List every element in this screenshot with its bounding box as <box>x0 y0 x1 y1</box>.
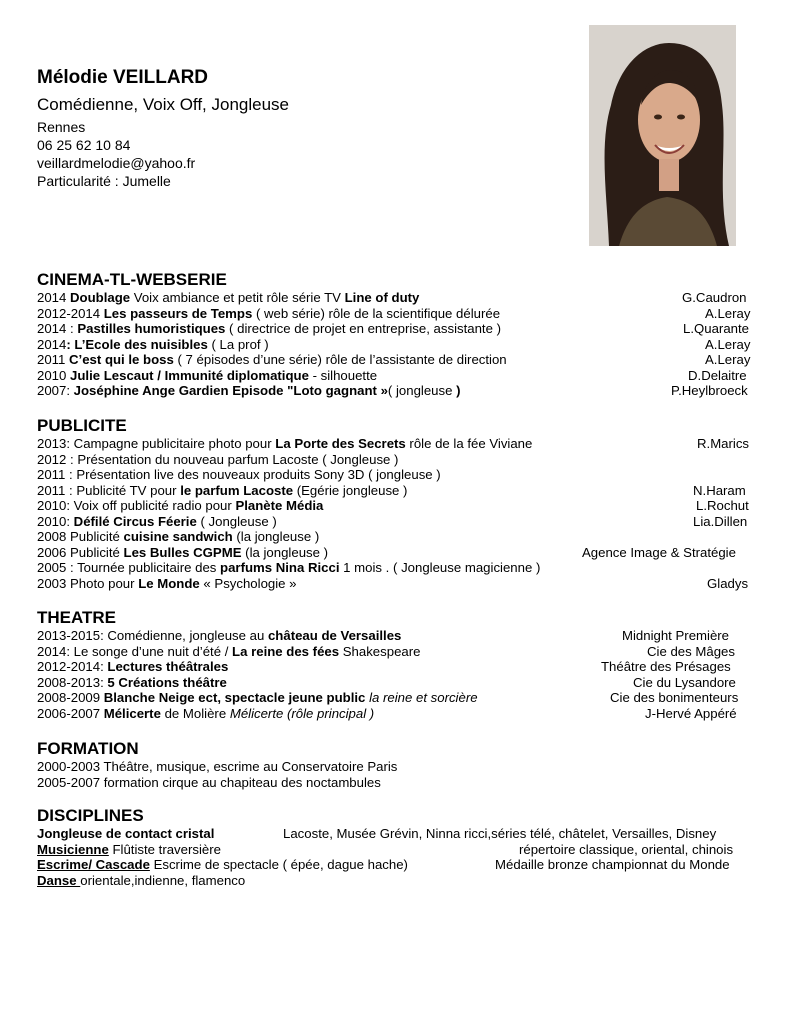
formation-row: 2005-2007 formation cirque au chapiteau des noctambules <box>37 774 381 790</box>
cinema-row: 2014 : Pastilles humoristiques ( directrice de projet en entreprise, assistante ) L.Quarante <box>37 321 749 336</box>
publicite-row: 2006 Publicité Les Bulles CGPME (la jongleuse ) Agence Image & Stratégie <box>37 544 736 560</box>
publicite-row: 2013: Campagne publicitaire photo pour La Porte des Secrets rôle de la fée Viviane R.Marics <box>37 436 750 451</box>
discipline-label: Jongleuse de contact cristal <box>37 826 215 841</box>
theatre-row: 2014: Le songe d’une nuit d’été / La reine des fées Shakespeare Cie des Mâges <box>37 643 735 659</box>
section-publicite <box>37 416 755 591</box>
credit: Théâtre des Présages <box>601 659 731 674</box>
publicite-row: 2011 : Publicité TV pour le parfum Lacoste (Egérie jongleuse ) N.Haram <box>37 482 746 498</box>
theatre-row: 2012-2014: Lectures théâtrales Théâtre des Présages <box>37 659 731 674</box>
formation-list <box>37 759 755 790</box>
publicite-row: 2012 : Présentation du nouveau parfum Lacoste ( Jongleuse ) <box>37 451 399 467</box>
section-title-disciplines: DISCIPLINES <box>37 806 144 825</box>
credit: Gladys <box>707 575 749 591</box>
cv-header <box>37 66 289 190</box>
discipline-row: Danse orientale,indienne, flamenco <box>37 872 246 888</box>
discipline-row: Escrime/ Cascade Escrime de spectacle ( épée, dague hache) Médaille bronze championnat du Monde <box>37 857 730 872</box>
section-title-publicite: PUBLICITE <box>37 416 127 435</box>
contact-particularite: Particularité : Jumelle <box>37 173 171 189</box>
cinema-row: 2011 C’est qui le boss ( 7 épisodes d’une série) rôle de l’assistante de direction A.Leray <box>37 352 751 367</box>
credit: R.Marics <box>697 436 750 451</box>
credit: Midnight Première <box>622 628 730 643</box>
cinema-row: 2012-2014 Les passeurs de Temps ( web série) rôle de la scientifique délurée A.Leray <box>37 305 751 321</box>
section-title-cinema: CINEMA-TL-WEBSERIE <box>37 270 227 289</box>
credit: L.Quarante <box>683 321 749 336</box>
cinema-row: 2007: Joséphine Ange Gardien Episode "Loto gagnant »( jongleuse ) P.Heylbroeck <box>37 383 748 398</box>
contact-phone: 06 25 62 10 84 <box>37 137 131 153</box>
credit: Cie des bonimenteurs <box>610 690 739 705</box>
theatre-row: 2008-2013: 5 Créations théâtre Cie du Lysandore <box>37 674 736 690</box>
contact-city: Rennes <box>37 119 86 135</box>
publicite-row: 2005 : Tournée publicitaire des parfums Nina Ricci 1 mois . ( Jongleuse magicienne ) <box>37 560 541 575</box>
publicite-row: 2010: Défilé Circus Féerie ( Jongleuse ) Lia.Dillen <box>37 513 748 529</box>
cinema-row: 2014 Doublage Voix ambiance et petit rôle série TV Line of duty G.Caudron <box>37 290 747 305</box>
credit: G.Caudron <box>682 290 747 305</box>
contact-email: veillardmelodie@yahoo.fr <box>37 155 196 171</box>
cinema-list <box>37 290 755 399</box>
publicite-row: 2008 Publicité cuisine sandwich (la jongleuse ) <box>37 529 320 544</box>
credit: Lia.Dillen <box>693 513 748 529</box>
cinema-row: 2010 Julie Lescaut / Immunité diplomatique - silhouette D.Delaitre <box>37 367 747 383</box>
person-roles: Comédienne, Voix Off, Jongleuse <box>37 95 290 114</box>
discipline-row: Musicienne Flûtiste traversière répertoire classique, oriental, chinois <box>37 841 734 857</box>
publicite-list <box>37 436 755 591</box>
section-cinema <box>37 270 755 399</box>
theatre-row: 2013-2015: Comédienne, jongleuse au château de Versailles Midnight Première <box>37 628 730 643</box>
discipline-label: Musicienne <box>37 841 109 857</box>
credit: N.Haram <box>693 482 746 498</box>
section-title-theatre: THEATRE <box>37 608 117 627</box>
discipline-detail: répertoire classique, oriental, chinois <box>519 841 734 857</box>
credit: J-Hervé Appéré <box>645 705 737 721</box>
discipline-detail: Médaille bronze championnat du Monde <box>495 857 730 872</box>
theatre-list <box>37 628 755 721</box>
credit: P.Heylbroeck <box>671 383 748 398</box>
publicite-row: 2011 : Présentation live des nouveaux produits Sony 3D ( jongleuse ) <box>37 467 441 482</box>
section-formation <box>37 739 755 790</box>
section-title-formation: FORMATION <box>37 739 139 758</box>
publicite-row: 2003 Photo pour Le Monde « Psychologie » Gladys <box>37 575 749 591</box>
section-theatre <box>37 608 755 721</box>
credit: Cie du Lysandore <box>633 674 736 690</box>
discipline-label: Danse <box>37 872 81 888</box>
theatre-row: 2008-2009 Blanche Neige ect, spectacle jeune public la reine et sorcière Cie des bonimenteurs <box>37 690 739 705</box>
discipline-detail: Lacoste, Musée Grévin, Ninna ricci,séries télé, châtelet, Versailles, Disney <box>283 826 717 841</box>
credit: Agence Image & Stratégie <box>582 544 736 560</box>
credit: L.Rochut <box>696 498 749 513</box>
formation-row: 2000-2003 Théâtre, musique, escrime au Conservatoire Paris <box>37 759 398 774</box>
disciplines-list <box>37 826 755 888</box>
publicite-row: 2010: Voix off publicité radio pour Planète Média L.Rochut <box>37 498 749 513</box>
credit: A.Leray <box>705 336 751 352</box>
profile-photo <box>589 25 736 246</box>
credit: A.Leray <box>705 305 751 321</box>
discipline-label: Escrime/ Cascade <box>37 857 150 872</box>
credit: D.Delaitre <box>688 367 747 383</box>
section-disciplines <box>37 806 755 888</box>
credit: Cie des Mâges <box>647 643 735 659</box>
person-name: Mélodie VEILLARD <box>37 67 209 88</box>
credit: A.Leray <box>705 352 751 367</box>
theatre-row: 2006-2007 Mélicerte de Molière Mélicerte (rôle principal ) J-Hervé Appéré <box>37 705 737 721</box>
cinema-row: 2014: L’Ecole des nuisibles ( La prof ) A.Leray <box>37 336 751 352</box>
discipline-row <box>37 826 755 842</box>
